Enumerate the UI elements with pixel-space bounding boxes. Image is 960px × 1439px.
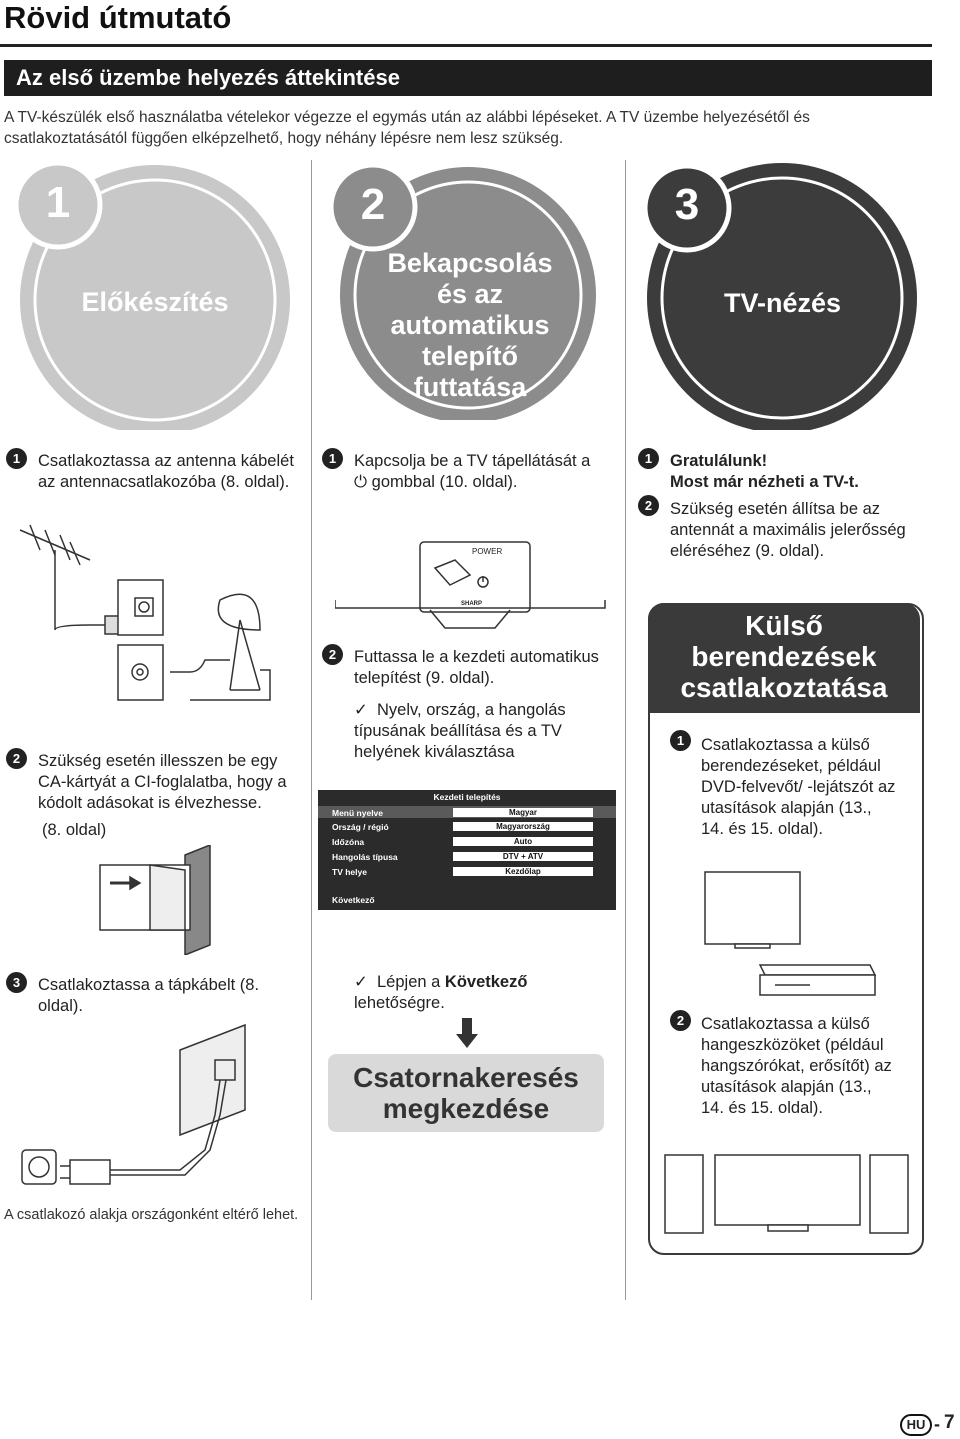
brand-logo: SHARP [461, 601, 483, 607]
channel-search-label [328, 1062, 604, 1124]
congrats-line: Gratulálunk! [670, 452, 768, 470]
checklist-item [354, 700, 616, 763]
step-text: Csatlakoztassa az antenna kábelét az antennacsatlakozóba (8. oldal). [38, 452, 294, 491]
step-marker: 2 [322, 644, 343, 665]
external-header-line: berendezések [691, 641, 877, 672]
step-marker: 2 [638, 495, 659, 516]
step-text [354, 451, 616, 493]
congrats-line: Most már nézheti a TV-t. [670, 473, 859, 491]
check-icon: ✓ [354, 973, 368, 991]
setup-row-value[interactable]: Kezdőlap [453, 867, 593, 876]
external-header-line: csatlakoztatása [680, 672, 888, 703]
page-dash: - [934, 1414, 940, 1434]
tv-speakers-illustration [660, 1150, 915, 1240]
power-cable-illustration [20, 1020, 310, 1190]
setup-row-value[interactable]: DTV + ATV [453, 852, 593, 861]
step-2-label-line: futtatása [413, 372, 527, 402]
ci-card-illustration [90, 845, 310, 955]
step-text-part: Kapcsolja be a TV tápellátását a [354, 452, 591, 470]
setup-screen [318, 790, 616, 910]
step-marker: 3 [6, 972, 27, 993]
external-header-line: Külső [745, 610, 823, 641]
tv-dvd-illustration [700, 870, 880, 1000]
step-text: Csatlakoztassa a tápkábelt (8. oldal). [38, 976, 260, 1015]
step-page-ref: (8. oldal) [42, 821, 107, 839]
section-header [4, 60, 932, 96]
step-marker: 1 [638, 448, 659, 469]
page-title: Rövid útmutató [4, 0, 232, 35]
channel-search-line: Csatornakeresés [353, 1062, 579, 1093]
step-text: Csatlakoztassa a külső hangeszközöket (például hangszórókat, erősítőt) az utasítások alapján (13., 14. és 15. oldal). [701, 1015, 892, 1117]
checklist-text-bold: Következő [444, 973, 528, 991]
setup-row-label: Ország / régió [332, 822, 389, 832]
setup-next-button[interactable]: Következő [332, 895, 375, 905]
step-1-label: Előkészítés [81, 287, 229, 317]
step-3-label: TV-nézés [723, 288, 842, 318]
column-divider-2 [625, 160, 626, 1300]
step-2-label-line: telepítő [421, 341, 518, 371]
step-text: Csatlakoztassa a külső berendezéseket, például DVD-felvevőt/ -lejátszót az utasítások alapján (13., 14. és 15. oldal). [701, 736, 896, 838]
setup-row-label: Menü nyelve [332, 808, 384, 818]
column-divider-1 [311, 160, 312, 1300]
down-arrow-icon [456, 1018, 478, 1050]
step-marker: 1 [670, 730, 691, 751]
power-label: POWER [472, 547, 503, 556]
step-text: Szükség esetén állítsa be az antennát a maximális jelerősség eléréséhez (9. oldal). [670, 500, 906, 560]
setup-row-label: TV helye [332, 867, 367, 877]
step-marker: 2 [670, 1010, 691, 1031]
setup-screen-title: Kezdeti telepítés [433, 792, 501, 802]
setup-row-value[interactable]: Magyar [453, 808, 593, 817]
step-marker: 1 [322, 448, 343, 469]
step-1-number: 1 [45, 178, 71, 227]
step-2-number: 2 [360, 180, 386, 229]
step-2-label-line: Bekapcsolás [387, 248, 553, 278]
external-devices-header [648, 603, 920, 713]
checklist-text: Lépjen a [377, 973, 445, 991]
step-text: Futtassa le a kezdeti automatikus telepítést (9. oldal). [354, 648, 599, 687]
power-icon: ⏻ [354, 473, 368, 491]
setup-row-label: Időzóna [332, 837, 365, 847]
page-number: 7 [944, 1412, 955, 1433]
setup-row-value[interactable]: Auto [453, 837, 593, 846]
plug-shape-note: A csatlakozó alakja országonként eltérő lehet. [4, 1207, 299, 1223]
step-2-label-line: automatikus [390, 310, 550, 340]
channel-search-box [328, 1054, 604, 1132]
checklist-text: Nyelv, ország, a hangolás típusának beállítása és a TV helyének kiválasztása [354, 701, 566, 761]
step-text: Szükség esetén illesszen be egy CA-kártyát a CI-foglalatba, hogy a kódolt adásokat is élvezhesse. [38, 752, 287, 812]
check-icon: ✓ [354, 701, 368, 719]
setup-row-value[interactable]: Magyarország [453, 822, 593, 831]
step-3-number: 3 [674, 180, 700, 229]
step-text-part: gombbal (10. oldal). [371, 473, 518, 491]
section-title: Az első üzembe helyezés áttekintése [16, 65, 400, 90]
intro-text: A TV-készülék első használatba vételekor végezze el egymás után az alábbi lépéseket. A TV üzembe helyezésétől és csatlakoztatásától függően elképzelhető, hogy néhány lépésre nem lesz szükség. [4, 109, 810, 147]
title-rule [0, 44, 932, 47]
antenna-connection-illustration [10, 520, 310, 730]
setup-row-label: Hangolás típusa [332, 852, 398, 862]
step-marker: 2 [6, 748, 27, 769]
language-badge: HU [900, 1414, 932, 1436]
step-text [670, 451, 930, 493]
channel-search-line: megkezdése [382, 1093, 550, 1124]
checklist-item [354, 972, 616, 1014]
step-2-label-line: és az [436, 279, 504, 309]
checklist-text: lehetőségre. [354, 994, 445, 1012]
step-2-label [350, 248, 590, 403]
step-marker: 1 [6, 448, 27, 469]
